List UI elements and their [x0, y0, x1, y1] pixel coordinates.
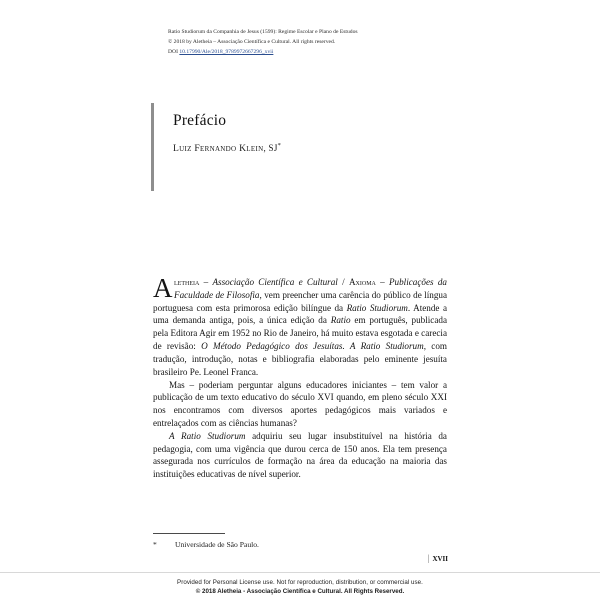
p1-smallcaps-axioma: Axioma: [348, 277, 376, 287]
paragraph-3: [153, 430, 447, 481]
header-copyright-line: © 2018 by Aletheia – Associação Científica e Cultural. All rights reserved.: [168, 38, 336, 45]
doi-label: DOI: [168, 48, 178, 55]
header-citation-line: Ratio Studiorum da Companhia de Jesus (1599): Regime Escolar e Plano de Estudos: [168, 29, 358, 35]
drop-cap: A: [153, 273, 173, 303]
p1-italic-2: Publicações da Faculdade de Filosofia: [174, 277, 447, 300]
author-byline: [173, 142, 281, 154]
p1-text-7: , com tradução, introdução, notas e bibliografia elaboradas pelo eminente jesuíta brasileiro Pe. Leonel Franca.: [153, 341, 447, 377]
page-header: [168, 28, 478, 57]
license-line-1: Provided for Personal License use. Not for reproduction, distribution, or commercial use.: [177, 578, 423, 586]
p1-italic-3: Ratio Studiorum: [346, 302, 408, 313]
p1-italic-4: Ratio: [330, 315, 351, 326]
p1-text-3: –: [375, 277, 389, 287]
footnote-marker: *: [153, 540, 157, 549]
author-footnote-marker: *: [277, 142, 282, 149]
paragraph-2: Mas – poderiam perguntar alguns educadores iniciantes – tem valor a publicação de um texto educativo do século XVI quando, em pleno século XXI nos encontramos com diversos aportes pedagógicos mais variados e entrelaçados com as ciências humanas?: [153, 379, 447, 428]
p3-italic: A Ratio Studiorum: [169, 430, 246, 441]
page-number: [428, 554, 448, 564]
footnote: [153, 540, 447, 551]
footnote-separator: [153, 533, 225, 534]
p1-text-4: , vem preencher uma carência do público de língua portuguesa com esta primorosa edição bilíngue da: [153, 289, 447, 313]
doi-link[interactable]: 10.17990/Ale/2018_9789972667296_xvii: [179, 48, 274, 55]
header-doi-line: [168, 48, 478, 58]
article-body: [153, 273, 448, 481]
footnote-text: Universidade de São Paulo.: [175, 540, 259, 549]
p1-text-2: /: [337, 277, 349, 287]
p1-italic-1: Associação Científica e Cultural: [212, 277, 338, 287]
page-title: Prefácio: [173, 112, 227, 129]
paragraph-1: [153, 273, 448, 379]
title-vertical-rule: [151, 103, 154, 191]
author-name: Luiz Fernando Klein: [173, 143, 264, 154]
license-line-2: © 2018 Aletheia - Associação Científica e Cultural. All Rights Reserved.: [195, 587, 405, 595]
p3-text: adquiriu seu lugar insubstituível na história da pedagogia, com uma vigência que durou cerca de 150 anos. Ela tem presença assegurada nos currículos de formação na área da educação na maioria das instituições educativas de nível superior.: [153, 430, 447, 480]
folio-value: xvii: [432, 554, 448, 564]
p1-text-1: –: [199, 277, 213, 287]
p1-smallcaps-aletheia: letheia: [174, 277, 200, 287]
p1-text-5: . Atende a uma demanda antiga, pois, a única edição da: [153, 302, 448, 326]
p1-italic-5: O Método Pedagógico dos Jesuítas. A Ratio Studiorum: [201, 341, 424, 352]
author-suffix: , SJ: [263, 143, 278, 153]
folio-bar: |: [427, 554, 430, 564]
license-banner: [0, 572, 600, 600]
p1-text-6: em português, publicada pela Editora Agir em 1952 no Rio de Janeiro, há muito estava esgotada e carecia de revisão:: [153, 315, 448, 352]
